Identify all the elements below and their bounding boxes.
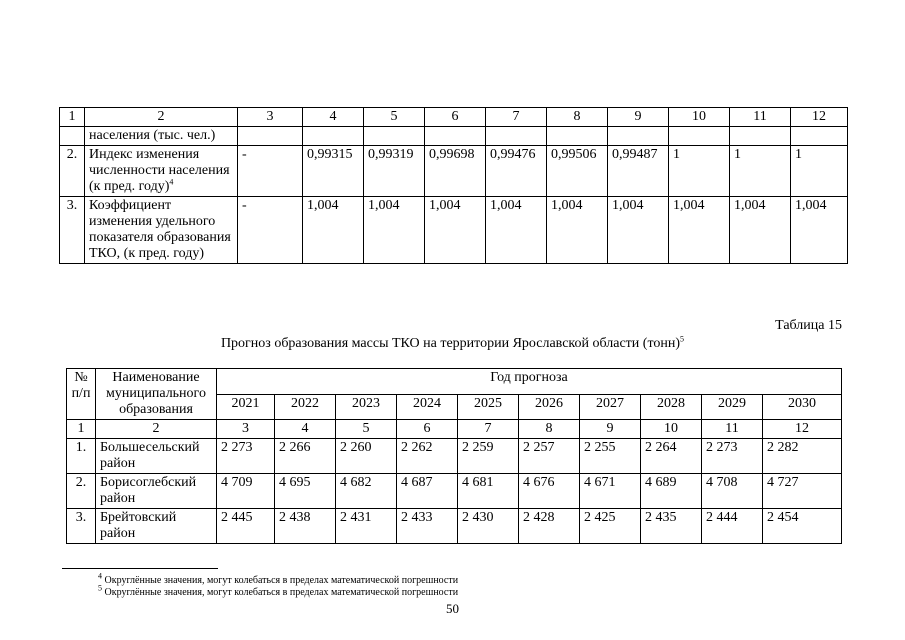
page-number: 50 bbox=[446, 601, 459, 616]
footnote-5 bbox=[98, 583, 459, 599]
header-num: № п/п bbox=[67, 369, 96, 420]
index-cell: 7 bbox=[458, 420, 519, 439]
index-cell: 10 bbox=[669, 108, 730, 127]
value-cell: 2 454 bbox=[763, 509, 842, 544]
value-cell bbox=[669, 127, 730, 146]
value-cell: 4 681 bbox=[458, 474, 519, 509]
value-cell bbox=[425, 127, 486, 146]
row-name-text: населения (тыс. чел.) bbox=[89, 128, 216, 143]
value-cell: 4 687 bbox=[397, 474, 458, 509]
table-title-footnote-mark: 5 bbox=[680, 334, 685, 344]
year-cell: 2022 bbox=[275, 394, 336, 420]
value-cell: 0,99319 bbox=[364, 146, 425, 197]
row-name-text: Индекс изменения численности населения (к пред. году) bbox=[89, 147, 230, 194]
value-cell: 2 260 bbox=[336, 439, 397, 474]
value-cell: 4 709 bbox=[217, 474, 275, 509]
year-cell: 2023 bbox=[336, 394, 397, 420]
table-row bbox=[60, 127, 848, 146]
row-name bbox=[85, 146, 238, 197]
value-cell: 2 273 bbox=[702, 439, 763, 474]
value-cell bbox=[791, 127, 848, 146]
index-cell: 9 bbox=[608, 108, 669, 127]
table-number-label: Таблица 15 bbox=[775, 318, 842, 333]
population-table bbox=[59, 107, 848, 264]
value-cell: 1 bbox=[730, 146, 791, 197]
value-cell: 2 255 bbox=[580, 439, 641, 474]
value-cell: 2 273 bbox=[217, 439, 275, 474]
value-cell: 1,004 bbox=[608, 197, 669, 264]
index-cell: 4 bbox=[303, 108, 364, 127]
index-cell: 11 bbox=[702, 420, 763, 439]
value-cell: 2 438 bbox=[275, 509, 336, 544]
year-cell: 2028 bbox=[641, 394, 702, 420]
value-cell: 2 435 bbox=[641, 509, 702, 544]
value-cell: 4 682 bbox=[336, 474, 397, 509]
table-header-row bbox=[67, 369, 842, 395]
value-cell: 1 bbox=[669, 146, 730, 197]
row-name bbox=[85, 127, 238, 146]
value-cell: 1 bbox=[791, 146, 848, 197]
index-cell: 3 bbox=[217, 420, 275, 439]
table-row bbox=[67, 439, 842, 474]
value-cell: 2 433 bbox=[397, 509, 458, 544]
row-number: 3. bbox=[67, 509, 96, 544]
value-cell: 2 431 bbox=[336, 509, 397, 544]
value-cell: 2 428 bbox=[519, 509, 580, 544]
year-cell: 2026 bbox=[519, 394, 580, 420]
value-cell: 2 266 bbox=[275, 439, 336, 474]
index-cell: 7 bbox=[486, 108, 547, 127]
row-name: Брейтовский район bbox=[96, 509, 217, 544]
footnote-mark: 4 bbox=[169, 177, 174, 187]
row-number bbox=[60, 127, 85, 146]
value-cell: 2 444 bbox=[702, 509, 763, 544]
index-cell: 12 bbox=[791, 108, 848, 127]
value-cell: 0,99487 bbox=[608, 146, 669, 197]
value-cell: 2 425 bbox=[580, 509, 641, 544]
value-cell bbox=[238, 127, 303, 146]
footnote-4 bbox=[98, 571, 459, 587]
value-cell: 4 671 bbox=[580, 474, 641, 509]
value-cell: 0,99315 bbox=[303, 146, 364, 197]
table-row bbox=[67, 474, 842, 509]
value-cell: 2 445 bbox=[217, 509, 275, 544]
value-cell bbox=[608, 127, 669, 146]
value-cell: 1,004 bbox=[303, 197, 364, 264]
index-cell: 1 bbox=[60, 108, 85, 127]
value-cell: 2 430 bbox=[458, 509, 519, 544]
row-name bbox=[85, 197, 238, 264]
index-cell: 11 bbox=[730, 108, 791, 127]
value-cell: 2 262 bbox=[397, 439, 458, 474]
header-name: Наименование муниципального образования bbox=[96, 369, 217, 420]
index-cell: 1 bbox=[67, 420, 96, 439]
table-row bbox=[60, 146, 848, 197]
row-number: 2. bbox=[60, 146, 85, 197]
footnote-mark: 5 bbox=[98, 583, 102, 593]
value-cell bbox=[486, 127, 547, 146]
row-name: Борисоглебский район bbox=[96, 474, 217, 509]
value-cell bbox=[547, 127, 608, 146]
value-cell: 4 695 bbox=[275, 474, 336, 509]
value-cell: - bbox=[238, 146, 303, 197]
year-cell: 2021 bbox=[217, 394, 275, 420]
value-cell: 0,99698 bbox=[425, 146, 486, 197]
index-cell: 6 bbox=[425, 108, 486, 127]
value-cell: 1,004 bbox=[547, 197, 608, 264]
value-cell: 0,99476 bbox=[486, 146, 547, 197]
footnote-text: Округлённые значения, могут колебаться в пределах математической погрешности bbox=[104, 587, 459, 598]
year-cell: 2024 bbox=[397, 394, 458, 420]
value-cell: 2 264 bbox=[641, 439, 702, 474]
tko-forecast-table bbox=[66, 368, 842, 544]
value-cell: 4 708 bbox=[702, 474, 763, 509]
value-cell: 4 676 bbox=[519, 474, 580, 509]
row-number: 2. bbox=[67, 474, 96, 509]
footnote-separator bbox=[62, 568, 218, 569]
index-cell: 6 bbox=[397, 420, 458, 439]
row-name-text: Коэффициент изменения удельного показателя образования ТКО, (к пред. году) bbox=[89, 198, 231, 261]
table-title bbox=[0, 336, 905, 352]
index-cell: 2 bbox=[85, 108, 238, 127]
index-cell: 2 bbox=[96, 420, 217, 439]
value-cell: 1,004 bbox=[791, 197, 848, 264]
value-cell: 2 257 bbox=[519, 439, 580, 474]
index-cell: 10 bbox=[641, 420, 702, 439]
header-year-group: Год прогноза bbox=[217, 369, 842, 395]
year-cell: 2030 bbox=[763, 394, 842, 420]
footnote-mark: 4 bbox=[98, 571, 102, 581]
table-index-row bbox=[67, 420, 842, 439]
index-cell: 8 bbox=[519, 420, 580, 439]
value-cell: - bbox=[238, 197, 303, 264]
year-cell: 2027 bbox=[580, 394, 641, 420]
value-cell: 1,004 bbox=[669, 197, 730, 264]
value-cell: 4 689 bbox=[641, 474, 702, 509]
table-title-text: Прогноз образования массы ТКО на территории Ярославской области (тонн) bbox=[220, 336, 681, 351]
value-cell bbox=[364, 127, 425, 146]
value-cell bbox=[303, 127, 364, 146]
value-cell: 0,99506 bbox=[547, 146, 608, 197]
year-cell: 2025 bbox=[458, 394, 519, 420]
index-cell: 5 bbox=[364, 108, 425, 127]
value-cell: 2 259 bbox=[458, 439, 519, 474]
value-cell: 1,004 bbox=[364, 197, 425, 264]
value-cell: 1,004 bbox=[486, 197, 547, 264]
index-cell: 12 bbox=[763, 420, 842, 439]
table-index-row bbox=[60, 108, 848, 127]
row-number: 1. bbox=[67, 439, 96, 474]
value-cell: 4 727 bbox=[763, 474, 842, 509]
value-cell bbox=[730, 127, 791, 146]
index-cell: 5 bbox=[336, 420, 397, 439]
footnote-text: Округлённые значения, могут колебаться в пределах математической погрешности bbox=[104, 575, 459, 586]
table-row bbox=[60, 197, 848, 264]
index-cell: 3 bbox=[238, 108, 303, 127]
index-cell: 8 bbox=[547, 108, 608, 127]
index-cell: 4 bbox=[275, 420, 336, 439]
value-cell: 1,004 bbox=[730, 197, 791, 264]
table-row bbox=[67, 509, 842, 544]
value-cell: 2 282 bbox=[763, 439, 842, 474]
row-name: Большесельский район bbox=[96, 439, 217, 474]
row-number: 3. bbox=[60, 197, 85, 264]
year-cell: 2029 bbox=[702, 394, 763, 420]
value-cell: 1,004 bbox=[425, 197, 486, 264]
index-cell: 9 bbox=[580, 420, 641, 439]
